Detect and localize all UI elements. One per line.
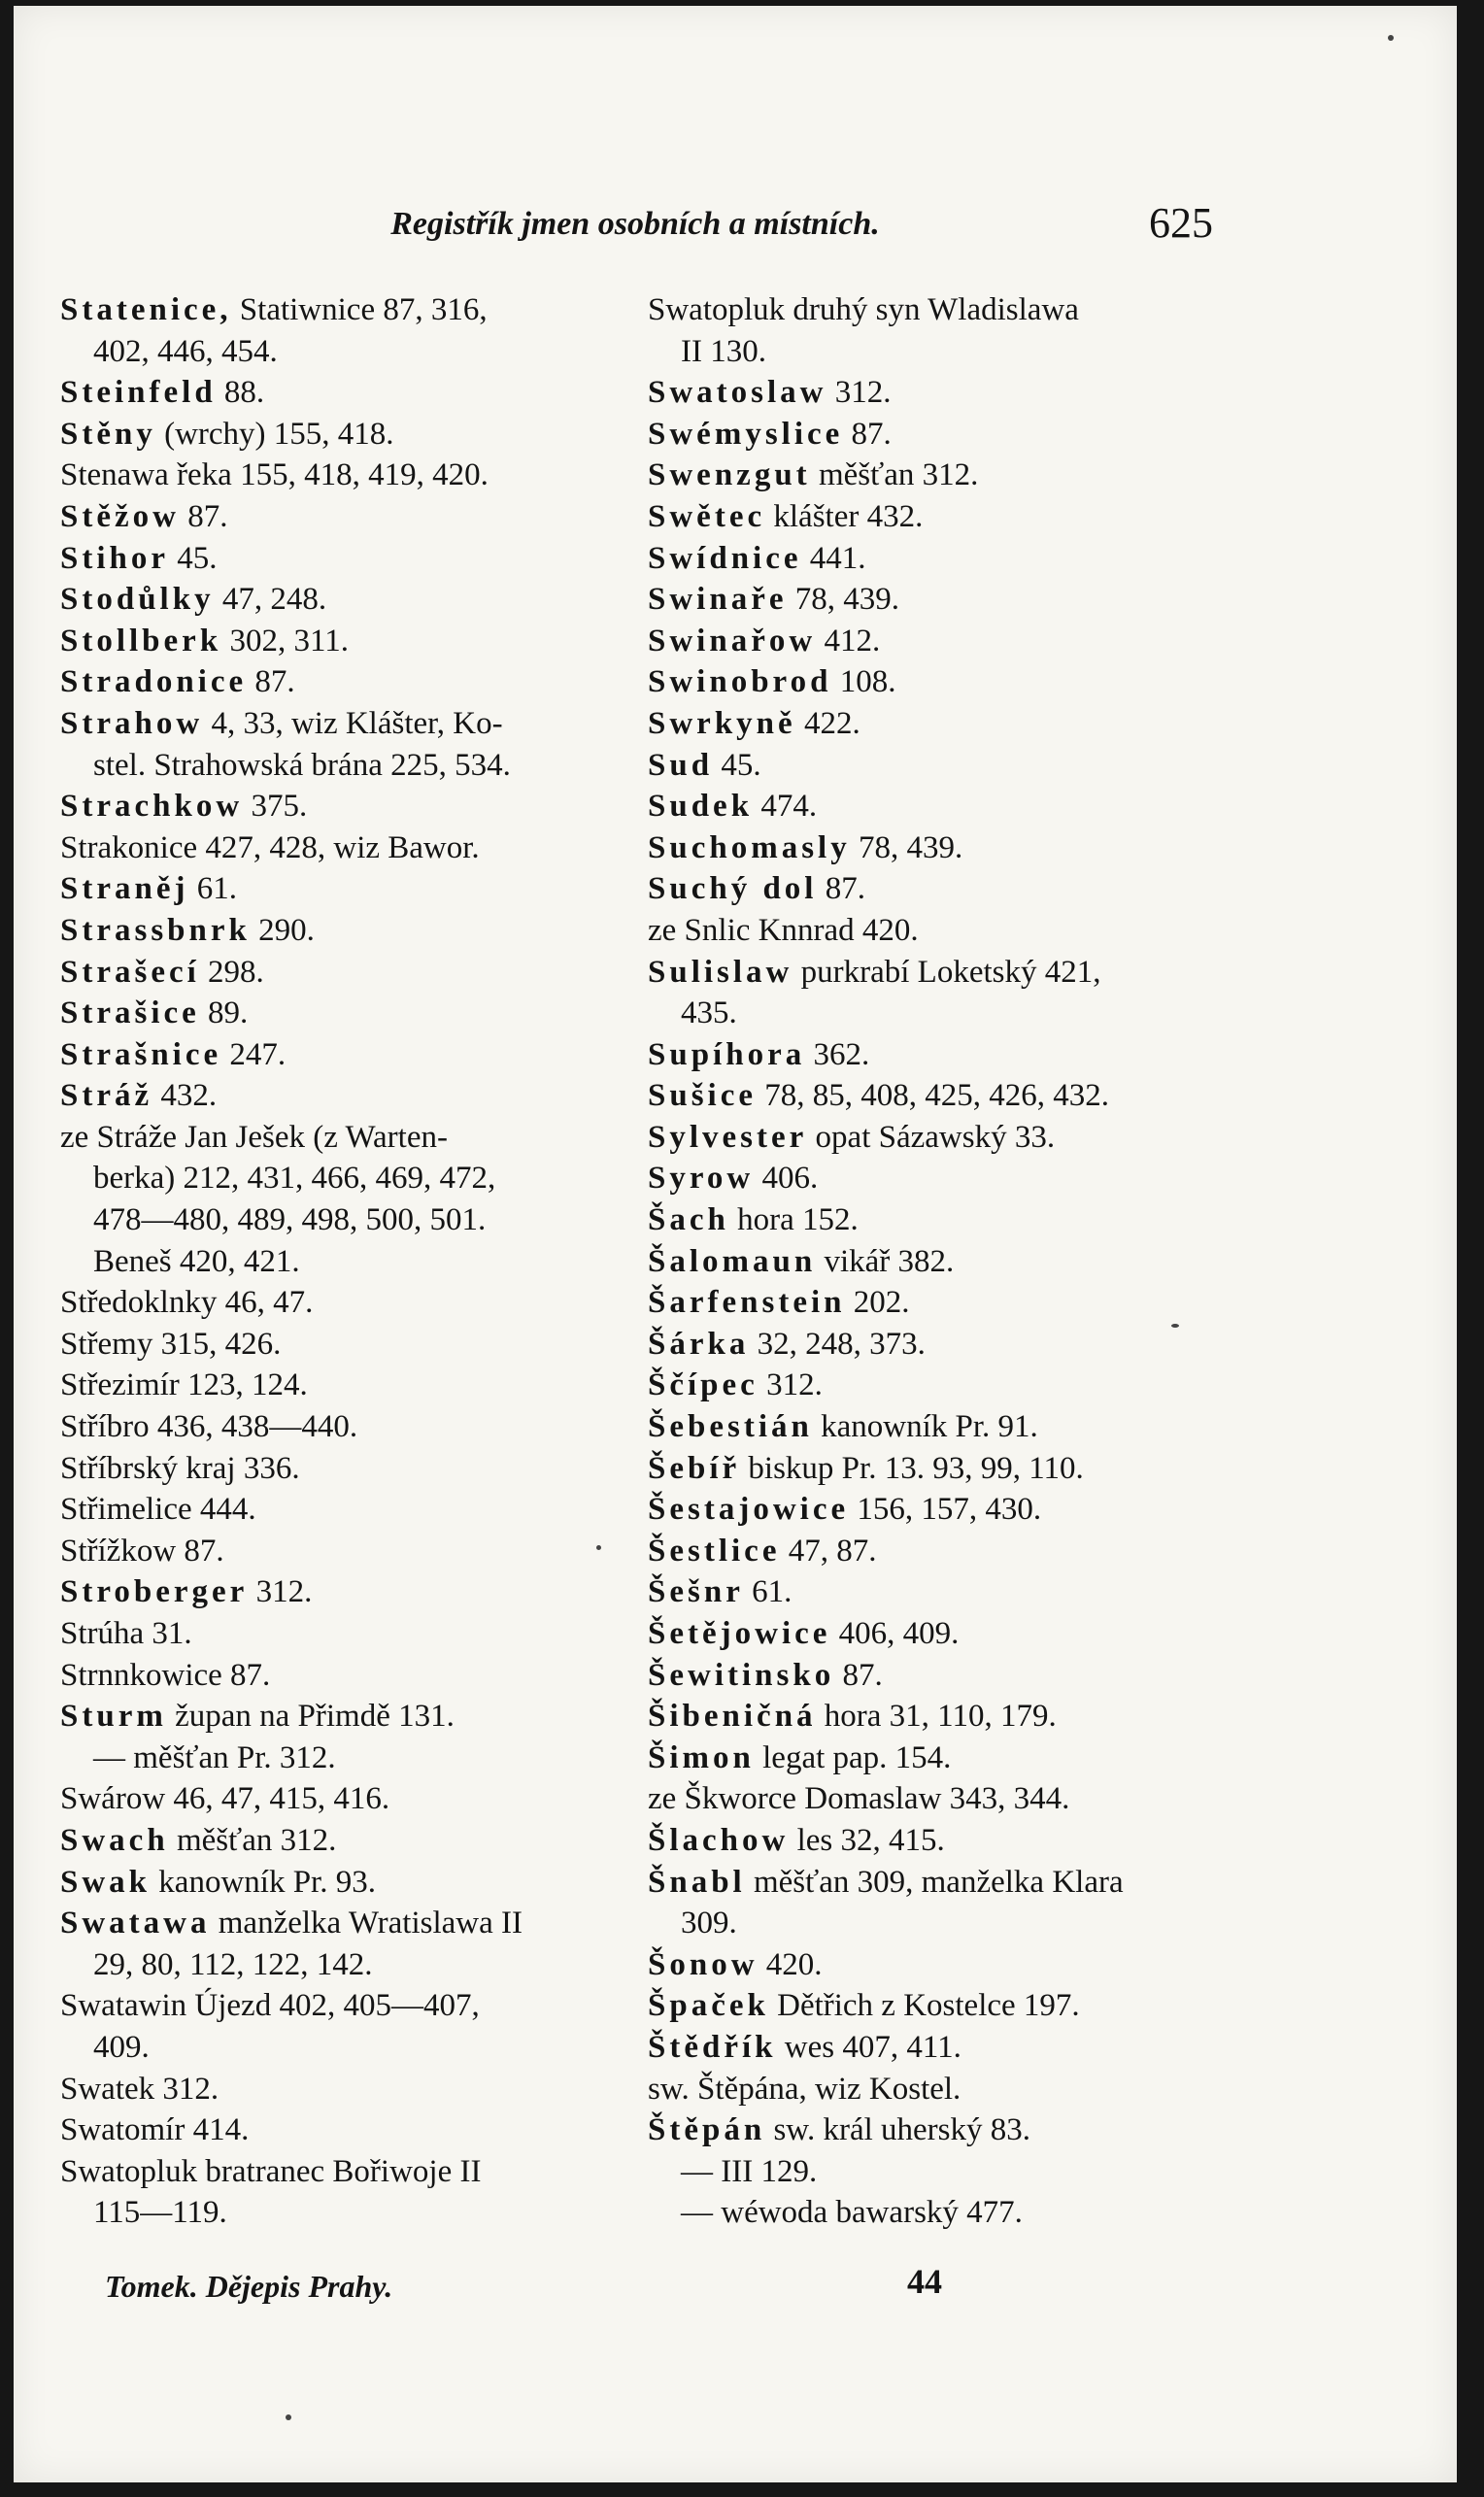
index-entry — [60, 1820, 648, 1862]
entry-headword: Šetějowice — [648, 1616, 831, 1651]
index-entry — [648, 1738, 1231, 1779]
index-entry — [648, 1034, 1231, 1076]
entry-text: 312. — [758, 1367, 823, 1403]
entry-headword: Swémyslice — [648, 416, 844, 452]
index-entry — [60, 1324, 648, 1366]
index-entry — [648, 1531, 1231, 1572]
entry-headword: Sudek — [648, 789, 754, 825]
entry-headword: Stěny — [60, 416, 156, 452]
index-entry — [648, 455, 1231, 496]
entry-headword: Stihor — [60, 540, 170, 576]
index-entry — [648, 745, 1231, 787]
entry-headword: Suchý dol — [648, 871, 818, 907]
entry-headword: Šimon — [648, 1739, 755, 1775]
index-entry — [60, 496, 648, 538]
index-entry — [648, 1241, 1231, 1283]
index-entry — [648, 538, 1231, 580]
entry-headword: Šárka — [648, 1326, 750, 1362]
entry-text: kanowník Pr. 91. — [812, 1409, 1038, 1445]
entry-headword: Swatoslaw — [648, 375, 827, 411]
index-entry — [648, 2027, 1231, 2069]
index-entry — [648, 1655, 1231, 1697]
index-entry — [648, 827, 1231, 869]
index-entry — [648, 1862, 1231, 1904]
entry-text: (wrchy) 155, 418. — [155, 416, 394, 452]
index-entry — [648, 1985, 1231, 2027]
entry-headword: Šlachow — [648, 1822, 790, 1858]
entry-text: Swatopluk bratranec Bořiwoje II — [60, 2153, 482, 2189]
entry-headword: Šarfenstein — [648, 1285, 846, 1321]
index-entry — [60, 1613, 648, 1655]
entry-text: Swatek 312. — [60, 2071, 219, 2107]
index-entry — [60, 1489, 648, 1531]
entry-text: Swatomír 414. — [60, 2112, 250, 2148]
index-entry — [60, 661, 648, 703]
entry-text: 115—119. — [93, 2195, 227, 2231]
running-header — [14, 190, 1457, 258]
index-entry — [648, 579, 1231, 621]
index-entry-continuation — [60, 1158, 648, 1199]
index-entry — [60, 289, 648, 331]
entry-text: stel. Strahowská brána 225, 534. — [93, 747, 511, 783]
entry-headword: Strachkow — [60, 789, 244, 825]
entry-headword: Sud — [648, 747, 714, 783]
entry-text: sw. král uherský 83. — [765, 2112, 1031, 2148]
entry-headword: Swinobrod — [648, 664, 832, 700]
entry-text: 412. — [816, 623, 881, 658]
entry-text: Swatawin Újezd 402, 405—407, — [60, 1988, 480, 2024]
entry-text: 87. — [817, 871, 865, 907]
entry-text: les 32, 415. — [789, 1822, 945, 1858]
index-entry — [648, 952, 1231, 994]
entry-text: 88. — [216, 375, 265, 411]
entry-text: 32, 248, 373. — [749, 1326, 926, 1362]
index-entry — [60, 910, 648, 952]
entry-text: 202. — [845, 1285, 910, 1321]
entry-text: Střížkow 87. — [60, 1533, 224, 1569]
entry-text: 89. — [199, 995, 249, 1031]
index-entry — [60, 1117, 648, 1159]
index-entry — [648, 1613, 1231, 1655]
index-entry — [60, 414, 648, 456]
index-entry — [648, 1571, 1231, 1613]
entry-text: 61. — [188, 871, 237, 907]
index-entry — [648, 786, 1231, 827]
index-entry — [60, 1448, 648, 1490]
entry-headword: Syrow — [648, 1161, 755, 1197]
entry-text: — wéwoda bawarský 477. — [681, 2195, 1023, 2231]
entry-text: — III 129. — [681, 2153, 818, 2189]
entry-headword: Swinaře — [648, 582, 788, 618]
entry-text: Stenawa řeka 155, 418, 419, 420. — [60, 457, 489, 493]
entry-headword: Stradonice — [60, 664, 248, 700]
entry-text: 406, 409. — [830, 1616, 960, 1651]
entry-text: 309. — [681, 1906, 737, 1941]
entry-text: ze Stráže Jan Ješek (z Warten- — [60, 1119, 448, 1155]
index-entry — [648, 621, 1231, 662]
entry-text: Statiwnice 87, 316, — [231, 292, 488, 327]
entry-headword: Supíhora — [648, 1036, 806, 1072]
entry-text: 406. — [754, 1161, 819, 1197]
entry-text: 45. — [713, 747, 761, 783]
index-entry — [60, 1571, 648, 1613]
index-entry — [648, 1365, 1231, 1406]
index-entry — [648, 1324, 1231, 1366]
index-entry — [60, 621, 648, 662]
entry-headword: Sulislaw — [648, 954, 793, 990]
entry-text: 45. — [169, 540, 218, 576]
index-entry-continuation — [648, 1903, 1231, 1944]
entry-headword: Swak — [60, 1864, 152, 1900]
entry-headword: Sušice — [648, 1078, 758, 1114]
entry-headword: Štěpán — [648, 2112, 766, 2148]
index-entry — [648, 703, 1231, 745]
index-entry — [60, 1365, 648, 1406]
index-entry — [60, 993, 648, 1034]
entry-text: Swárow 46, 47, 415, 416. — [60, 1781, 390, 1817]
index-entry — [60, 2109, 648, 2151]
entry-text: purkrabí Loketský 421, — [793, 954, 1101, 990]
index-entry — [648, 1778, 1231, 1820]
index-entry — [60, 372, 648, 414]
entry-headword: Šebestián — [648, 1409, 813, 1445]
entry-text: měšťan 312. — [168, 1822, 337, 1858]
index-entry — [60, 1655, 648, 1697]
index-entry — [648, 1820, 1231, 1862]
index-entry — [648, 1075, 1231, 1117]
index-entry — [60, 1985, 648, 2027]
index-entry — [60, 868, 648, 910]
index-entry — [648, 2109, 1231, 2151]
entry-headword: Sturm — [60, 1699, 167, 1735]
index-entry — [648, 1696, 1231, 1738]
index-entry-continuation — [60, 2192, 648, 2234]
entry-headword: Strahow — [60, 705, 204, 741]
entry-headword: Šestlice — [648, 1533, 781, 1569]
index-entry-continuation — [648, 2192, 1231, 2234]
entry-headword: Steinfeld — [60, 375, 217, 411]
index-entry — [648, 289, 1231, 331]
index-entry — [648, 1199, 1231, 1241]
entry-headword: Sylvester — [648, 1119, 808, 1155]
entry-text: 47, 248. — [214, 582, 327, 618]
index-entry — [648, 1448, 1231, 1490]
entry-text: měšťan 309, manželka Klara — [745, 1864, 1124, 1900]
entry-text: 312. — [248, 1574, 313, 1610]
entry-text: Stříbrský kraj 336. — [60, 1450, 300, 1486]
entry-headword: Šibeničná — [648, 1699, 817, 1735]
entry-text: župan na Přimdě 131. — [166, 1699, 455, 1735]
index-entry-continuation — [60, 331, 648, 373]
entry-text: Střezimír 123, 124. — [60, 1367, 308, 1403]
index-entry-continuation — [60, 1241, 648, 1283]
index-entry — [60, 2069, 648, 2110]
entry-text: Středoklnky 46, 47. — [60, 1285, 314, 1321]
entry-text: ze Škworce Domaslaw 343, 344. — [648, 1781, 1070, 1817]
page-number: 625 — [1149, 199, 1213, 247]
entry-headword: Stodůlky — [60, 582, 215, 618]
entry-headword: Šonow — [648, 1946, 759, 1982]
entry-headword: Šalomaun — [648, 1243, 817, 1279]
entry-text: vikář 382. — [816, 1243, 955, 1279]
entry-headword: Stěžow — [60, 498, 180, 534]
entry-text: 247. — [221, 1036, 287, 1072]
entry-headword: Suchomasly — [648, 829, 851, 865]
index-entry — [60, 455, 648, 496]
index-entry — [648, 1406, 1231, 1448]
index-entry — [60, 786, 648, 827]
entry-text: 156, 157, 430. — [849, 1492, 1042, 1528]
entry-text: 474. — [753, 789, 818, 825]
entry-text: hora 152. — [728, 1202, 859, 1238]
entry-text: 290. — [250, 912, 315, 948]
entry-headword: Strassbnrk — [60, 912, 251, 948]
index-entry — [60, 1903, 648, 1944]
index-entry-continuation — [60, 1738, 648, 1779]
entry-text: berka) 212, 431, 466, 469, 472, — [93, 1161, 496, 1197]
left-index-column — [60, 289, 648, 2234]
index-entry — [60, 952, 648, 994]
entry-text: 302, 311. — [221, 623, 349, 658]
entry-headword: Šestajowice — [648, 1492, 850, 1528]
index-entry — [60, 1282, 648, 1324]
index-entry — [648, 372, 1231, 414]
entry-text: 422. — [795, 705, 860, 741]
entry-text: Stříbro 436, 438—440. — [60, 1409, 358, 1445]
entry-text: 87. — [834, 1657, 883, 1693]
entry-text: 47, 87. — [780, 1533, 877, 1569]
entry-text: manželka Wratislawa II — [210, 1906, 523, 1941]
entry-text: 108. — [831, 664, 896, 700]
entry-headword: Swinařow — [648, 623, 817, 658]
entry-text: 375. — [243, 789, 308, 825]
index-entry — [60, 1406, 648, 1448]
entry-text: 478—480, 489, 498, 500, 501. — [93, 1202, 487, 1238]
entry-headword: Stráž — [60, 1078, 153, 1114]
entry-text: ze Snlic Knnrad 420. — [648, 912, 919, 948]
index-entry-continuation — [648, 993, 1231, 1034]
index-entry — [60, 703, 648, 745]
index-entry — [648, 1489, 1231, 1531]
index-entry — [648, 1944, 1231, 1986]
index-entry — [648, 910, 1231, 952]
entry-text: 87. — [179, 498, 228, 534]
entry-text: kanowník Pr. 93. — [151, 1864, 376, 1900]
entry-text: Strnnkowice 87. — [60, 1657, 271, 1693]
scan-speck — [1171, 1324, 1179, 1328]
entry-text: 441. — [801, 540, 866, 576]
entry-text: legat pap. 154. — [754, 1739, 952, 1775]
index-entry-continuation — [60, 1199, 648, 1241]
index-entry — [60, 1531, 648, 1572]
entry-text: 87. — [843, 416, 892, 452]
index-entry — [648, 1158, 1231, 1199]
index-entry — [648, 1117, 1231, 1159]
entry-text: Dětřich z Kostelce 197. — [768, 1988, 1080, 2024]
entry-headword: Šnabl — [648, 1864, 746, 1900]
entry-text: 298. — [199, 954, 264, 990]
entry-text: 78, 85, 408, 425, 426, 432. — [757, 1078, 1110, 1114]
entry-text: 409. — [93, 2029, 150, 2065]
entry-headword: Swatawa — [60, 1906, 211, 1941]
index-entry — [60, 1075, 648, 1117]
entry-text: 432. — [152, 1078, 218, 1114]
entry-text: klášter 432. — [765, 498, 924, 534]
entry-text: 61. — [743, 1574, 793, 1610]
right-index-column — [648, 289, 1231, 2234]
entry-text: Swatopluk druhý syn Wladislawa — [648, 292, 1079, 327]
entry-headword: Ščípec — [648, 1367, 759, 1403]
index-entry — [60, 1862, 648, 1904]
entry-text: 87. — [247, 664, 295, 700]
index-entry-continuation — [648, 2151, 1231, 2193]
entry-headword: Strašnice — [60, 1036, 222, 1072]
book-page — [14, 6, 1457, 2482]
entry-text: Strakonice 427, 428, wiz Bawor. — [60, 829, 480, 865]
entry-headword: Stollberk — [60, 623, 222, 658]
entry-text: 435. — [681, 995, 737, 1031]
entry-text: biskup Pr. 13. 93, 99, 110. — [740, 1450, 1084, 1486]
entry-headword: Strašecí — [60, 954, 200, 990]
entry-headword: Statenice, — [60, 292, 232, 327]
index-entry — [60, 1696, 648, 1738]
scan-speck — [286, 2414, 291, 2420]
index-entry — [60, 579, 648, 621]
entry-headword: Swrkyně — [648, 705, 796, 741]
entry-headword: Štědřík — [648, 2029, 777, 2065]
entry-text: Střemy 315, 426. — [60, 1326, 282, 1362]
entry-text: II 130. — [681, 333, 766, 369]
running-title: Registřík jmen osobních a místních. — [390, 206, 880, 242]
entry-text: Strúha 31. — [60, 1616, 192, 1651]
index-entry — [648, 496, 1231, 538]
entry-headword: Strašice — [60, 995, 200, 1031]
entry-text: měšťan 312. — [810, 457, 979, 493]
entry-text: hora 31, 110, 179. — [816, 1699, 1057, 1735]
entry-text: 362. — [805, 1036, 870, 1072]
signature-mark: Tomek. Dějepis Prahy. — [105, 2269, 393, 2304]
index-entry-continuation — [60, 1944, 648, 1986]
entry-headword: Špaček — [648, 1988, 769, 2024]
entry-text: Střimelice 444. — [60, 1492, 256, 1528]
entry-headword: Šešnr — [648, 1574, 744, 1610]
index-entry — [60, 2151, 648, 2193]
entry-headword: Šebíř — [648, 1450, 741, 1486]
index-entry — [648, 661, 1231, 703]
entry-text: opat Sázawský 33. — [807, 1119, 1056, 1155]
index-entry — [60, 538, 648, 580]
scan-speck — [1388, 35, 1394, 41]
entry-text: 312. — [826, 375, 892, 411]
entry-text: Beneš 420, 421. — [93, 1243, 300, 1279]
index-entry — [648, 868, 1231, 910]
index-entry — [648, 1282, 1231, 1324]
entry-headword: Šach — [648, 1202, 729, 1238]
entry-text: 420. — [758, 1946, 823, 1982]
entry-headword: Swach — [60, 1822, 169, 1858]
index-entry — [60, 827, 648, 869]
scan-speck — [596, 1545, 601, 1550]
entry-text: 78, 439. — [850, 829, 963, 865]
entry-headword: Straněj — [60, 871, 189, 907]
entry-text: sw. Štěpána, wiz Kostel. — [648, 2071, 961, 2107]
index-entry — [648, 414, 1231, 456]
entry-headword: Šewitinsko — [648, 1657, 835, 1693]
index-entry — [648, 2069, 1231, 2110]
entry-text: 78, 439. — [787, 582, 899, 618]
index-entry — [60, 1778, 648, 1820]
index-entry-continuation — [60, 745, 648, 787]
entry-headword: Swětec — [648, 498, 766, 534]
entry-text: 402, 446, 454. — [93, 333, 278, 369]
entry-text: 4, 33, wiz Klášter, Ko- — [203, 705, 503, 741]
entry-text: — měšťan Pr. 312. — [93, 1739, 336, 1775]
entry-text: wes 407, 411. — [776, 2029, 961, 2065]
entry-headword: Stroberger — [60, 1574, 249, 1610]
gathering-number: 44 — [907, 2262, 942, 2301]
entry-headword: Swídnice — [648, 540, 802, 576]
index-entry-continuation — [60, 2027, 648, 2069]
entry-text: 29, 80, 112, 122, 142. — [93, 1946, 373, 1982]
index-entry — [60, 1034, 648, 1076]
entry-headword: Swenzgut — [648, 457, 811, 493]
index-entry-continuation — [648, 331, 1231, 373]
